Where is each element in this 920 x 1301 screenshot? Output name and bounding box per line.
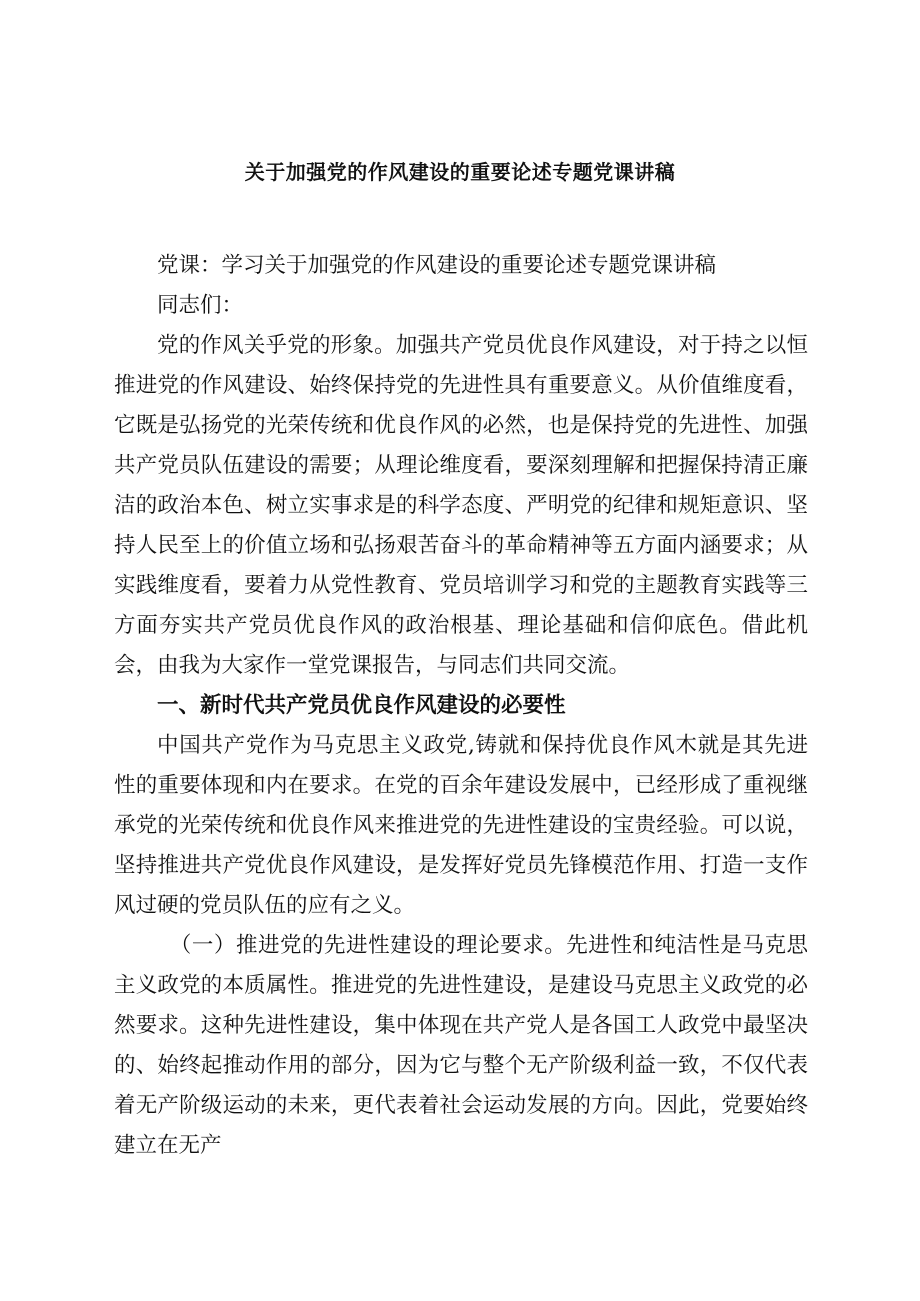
paragraph-subsection-1: （一）推进党的先进性建设的理论要求。先进性和纯洁性是马克思主义政党的本质属性。推进党的先进性建设，是建设马克思主义政党的必然要求。这种先进性建设，集中体现在共产党人是各国工人政党中最坚决的、始终起推动作用的部分，因为它与整个无产阶级利益一致，不仅代表着无产阶级运动的未来，更代表着社会运动发展的方向。因此，党要始终建立在无产 — [114, 933, 808, 1158]
paragraph-section-1: 中国共产党作为马克思主义政党,铸就和保持优良作风木就是其先进性的重要体现和内在要求。在党的百余年建设发展中，已经形成了重视继承党的光荣传统和优良作风来推进党的先进性建设的宝贵经验。可以说，坚持推进共产党优良作风建设，是发挥好党员先锋模范作用、打造一支作风过硬的党员队伍的应有之义。 — [114, 733, 808, 918]
paragraph-salutation: 同志们： — [157, 293, 244, 318]
paragraph-introduction: 党的作风关乎党的形象。加强共产党员优良作风建设，对于持之以恒推进党的作风建设、始终保持党的先进性具有重要意义。从价值维度看，它既是弘扬党的光荣传统和优良作风的必然，也是保持党的先进性、加强共产党员队伍建设的需要；从理论维度看，要深刻理解和把握保持清正廉洁的政治本色、树立实事求是的科学态度、严明党的纪律和规矩意识、坚持人民至上的价值立场和弘扬艰苦奋斗的革命精神等五方面内涵要求；从实践维度看，要着力从党性教育、党员培训学习和党的主题教育实践等三方面夯实共产党员优良作风的政治根基、理论基础和信仰底色。借此机会，由我为大家作一堂党课报告，与同志们共同交流。 — [114, 333, 808, 678]
document-body — [114, 246, 808, 1166]
section-heading-1: 一、新时代共产党员优良作风建设的必要性 — [157, 693, 566, 718]
document-title: 关于加强党的作风建设的重要论述专题党课讲稿 — [244, 160, 676, 184]
paragraph-course-title: 党课：学习关于加强党的作风建设的重要论述专题党课讲稿 — [157, 253, 717, 278]
